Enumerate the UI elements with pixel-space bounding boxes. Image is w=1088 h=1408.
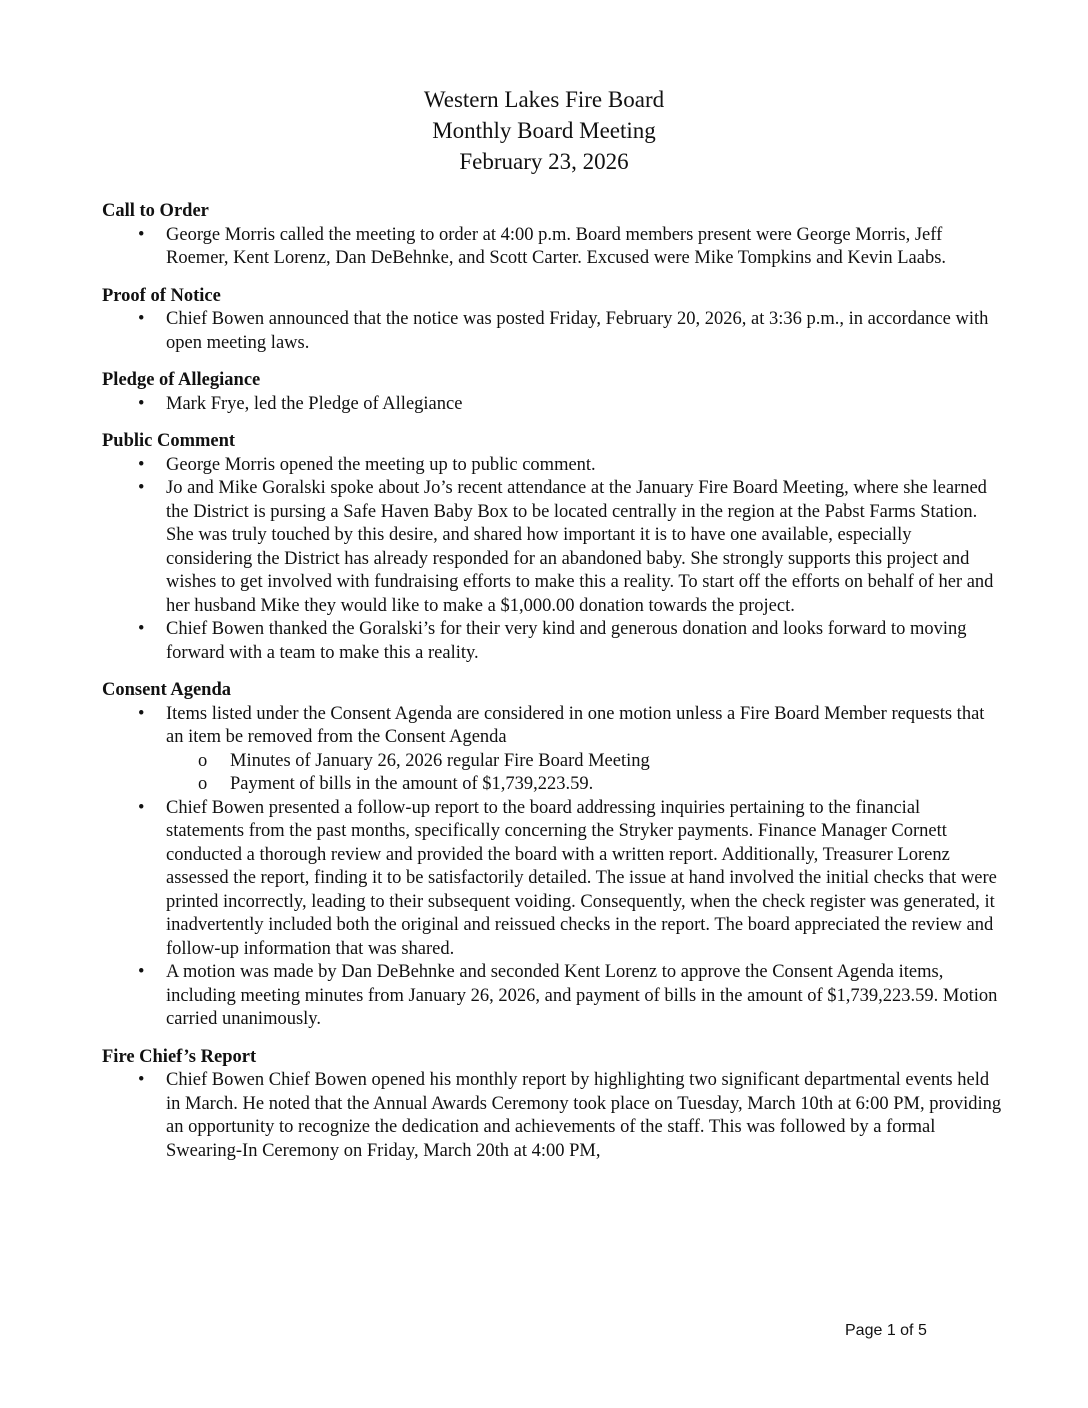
- list-item: • Chief Bowen Chief Bowen opened his monthly report by highlighting two significant departmental events held in March. He noted that the Annual Awards Ceremony took place on Tuesday, March 10th at 6:00 PM, providing an opportunity to recognize the dedication and achievements of the staff. This was followed by a formal Swearing-In Ceremony on Friday, March 20th at 4:00 PM,: [102, 1069, 1002, 1163]
- bullet-list: [102, 1069, 1002, 1163]
- sub-list-item: o Minutes of January 26, 2026 regular Fire Board Meeting: [166, 750, 1002, 774]
- bullet-list: [102, 703, 1002, 1032]
- section-heading: Pledge of Allegiance: [102, 370, 261, 390]
- section-proof-of-notice: [102, 285, 1002, 356]
- section-fire-chief-report: [102, 1046, 1002, 1164]
- sub-list: [166, 750, 1002, 797]
- meeting-date: February 23, 2026: [459, 149, 629, 174]
- section-heading: Fire Chief’s Report: [102, 1046, 257, 1067]
- section-call-to-order: [102, 200, 1002, 271]
- list-item: [102, 703, 1002, 797]
- section-heading: Public Comment: [102, 431, 236, 451]
- section-consent-agenda: [102, 679, 1002, 1032]
- bullet-list: [102, 454, 1002, 666]
- list-item: • Chief Bowen announced that the notice was posted Friday, February 20, 2026, at 3:36 p.m., in accordance with open meeting laws.: [102, 308, 1002, 355]
- bullet-list: [102, 224, 1002, 271]
- section-public-comment: [102, 430, 1002, 665]
- list-item: • Mark Frye, led the Pledge of Allegiance: [102, 393, 1002, 417]
- section-heading: Consent Agenda: [102, 680, 232, 700]
- organization-title: Western Lakes Fire Board: [423, 87, 665, 112]
- list-item: • Chief Bowen thanked the Goralski’s for their very kind and generous donation and looks forward to moving forward with a team to make this a reality.: [102, 618, 1002, 665]
- section-pledge-of-allegiance: [102, 369, 1002, 416]
- minutes-body: [102, 200, 1002, 1177]
- section-heading: Call to Order: [102, 201, 209, 221]
- page-number: Page 1 of 5: [845, 1322, 927, 1339]
- bullet-list: [102, 308, 1002, 355]
- list-item: • Chief Bowen presented a follow-up report to the board addressing inquiries pertaining to the financial statements from the past months, specifically concerning the Stryker payments. Finance Manager Cornett conducted a thorough review and provided the board with a written report. Additionally, Treasurer Lorenz assessed the report, finding it to be satisfactorily detailed. The issue at hand involved the initial checks that were printed incorrectly, leading to their subsequent voiding. Consequently, when the check register was generated, it inadvertently included both the original and reissued checks in the report. The board appreciated the review and follow-up information that was shared.: [102, 797, 1002, 962]
- list-item: • George Morris called the meeting to order at 4:00 p.m. Board members present were George Morris, Jeff Roemer, Kent Lorenz, Dan DeBehnke, and Scott Carter. Excused were Mike Tompkins and Kevin Laabs.: [102, 224, 1002, 271]
- list-item: • Jo and Mike Goralski spoke about Jo’s recent attendance at the January Fire Board Meeting, where she learned the District is pursing a Safe Haven Baby Box to be located centrally in the region at the Pabst Farms Station. She was truly touched by this desire, and shared how important it is to have one available, especially considering the District has already responded for an abandoned baby. She strongly supports this project and wishes to get involved with fundraising efforts to make this a reality. To start off the efforts on behalf of her and her husband Mike they would like to make a $1,000.00 donation towards the project.: [102, 477, 1002, 618]
- list-item: • George Morris opened the meeting up to public comment.: [102, 454, 1002, 478]
- section-heading: Proof of Notice: [102, 285, 221, 306]
- sub-list-item: o Payment of bills in the amount of $1,739,223.59.: [166, 773, 1002, 797]
- bullet-list: [102, 393, 1002, 417]
- list-item-text: Items listed under the Consent Agenda are considered in one motion unless a Fire Board Member requests that an item be removed from the Consent Agenda: [166, 703, 985, 747]
- meeting-title: Monthly Board Meeting: [432, 118, 656, 143]
- list-item: • A motion was made by Dan DeBehnke and seconded Kent Lorenz to approve the Consent Agenda items, including meeting minutes from January 26, 2026, and payment of bills in the amount of $1,739,223.59. Motion carried unanimously.: [102, 961, 1002, 1032]
- document-title-block: [0, 84, 1088, 177]
